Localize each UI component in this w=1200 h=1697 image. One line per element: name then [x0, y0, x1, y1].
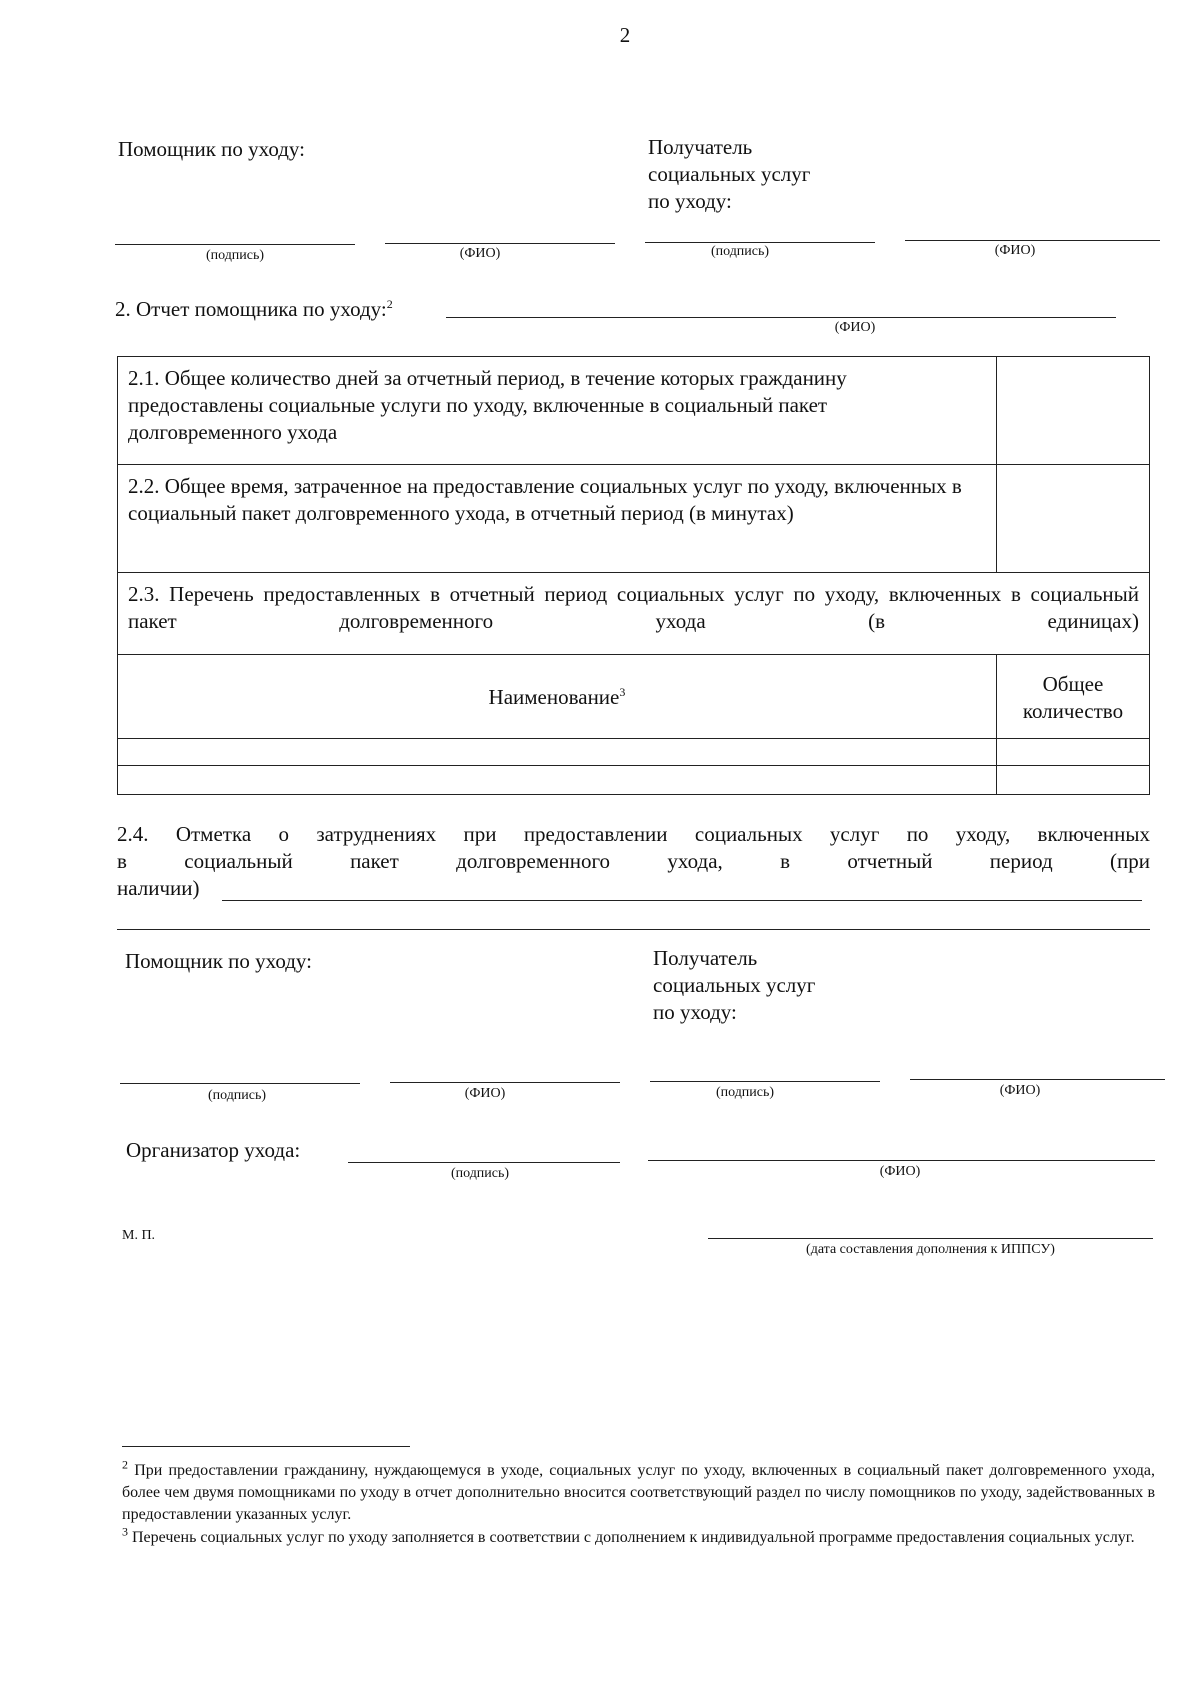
- signature-line[interactable]: [120, 1083, 360, 1084]
- recipient-label-line: социальных услуг: [648, 162, 811, 186]
- organizer-fio-caption: (ФИО): [879, 1164, 921, 1179]
- footnote-text: При предоставлении гражданину, нуждающемуся в уходе, социальных услуг по уходу, включенных в социальный пакет долговременного ухода, более чем двумя помощниками по уходу в отчет дополнительно вносится соответствующий раздел по числу помощников по уходу, задействованных в предоставлении указанных услуг.: [122, 1462, 1156, 1523]
- section-2-4-line: наличии): [117, 876, 200, 900]
- fio-caption: (ФИО): [999, 1083, 1041, 1098]
- signature-caption: (подпись): [710, 244, 770, 259]
- table-header-row: [118, 655, 1150, 739]
- section-2-title: [115, 296, 393, 323]
- page-number: 2: [619, 23, 631, 47]
- recipient-label-line: по уходу:: [653, 1000, 737, 1024]
- recipient-label-line: по уходу:: [648, 189, 732, 213]
- difficulties-line[interactable]: [117, 929, 1150, 930]
- fio-line[interactable]: [385, 243, 615, 244]
- row-2-2-value-cell[interactable]: [996, 465, 1149, 573]
- section-2-title-text: 2. Отчет помощника по уходу:: [115, 297, 387, 321]
- table-row: [118, 766, 1150, 795]
- organizer-signature-caption: (подпись): [450, 1166, 510, 1181]
- fio-line[interactable]: [910, 1079, 1165, 1080]
- recipient-label-line: Получатель: [648, 135, 753, 159]
- signature-line[interactable]: [645, 242, 875, 243]
- row-2-1-value-cell[interactable]: [996, 357, 1149, 465]
- section-2-4: [117, 821, 1150, 902]
- section-2-4-line: 2.4. Отметка о затруднениях при предоставлении социальных услуг по уходу, включенных: [117, 822, 1150, 846]
- helper-fio-line[interactable]: [446, 317, 1116, 318]
- footnote-separator: [122, 1446, 410, 1447]
- signature-line[interactable]: [115, 244, 355, 245]
- col-name-text: Наименование: [488, 685, 620, 709]
- section-2-4-line: в социальный пакет долговременного ухода, в отчетный период (при: [117, 849, 1150, 873]
- table-row: [118, 739, 1150, 766]
- footnote-3: [122, 1524, 1155, 1549]
- helper-label-2: Помощник по уходу:: [125, 949, 312, 973]
- table-row: [118, 465, 1150, 573]
- service-name-cell[interactable]: [118, 766, 997, 795]
- footnote-mark: 2: [122, 1457, 128, 1472]
- fio-caption: (ФИО): [464, 1086, 506, 1101]
- table-row: [118, 357, 1150, 465]
- organizer-fio-line[interactable]: [648, 1160, 1155, 1161]
- fio-line[interactable]: [390, 1082, 620, 1083]
- organizer-signature-line[interactable]: [348, 1162, 620, 1163]
- stamp-mark: М. П.: [122, 1228, 156, 1243]
- row-2-3-label: 2.3. Перечень предоставленных в отчетный период социальных услуг по уходу, включенных в социальный пакет долговременного ухода (в единицах): [118, 573, 1150, 655]
- col-total-header: Общее количество: [996, 655, 1149, 739]
- recipient-label-1: [648, 134, 810, 215]
- row-2-2-label: 2.2. Общее время, затраченное на предоставление социальных услуг по уходу, включенных в социальный пакет долговременного ухода, в отчетный период (в минутах): [118, 465, 997, 573]
- service-total-cell[interactable]: [996, 739, 1149, 766]
- signature-caption: (подпись): [205, 248, 265, 263]
- helper-fio-caption: (ФИО): [834, 320, 876, 335]
- recipient-label-line: Получатель: [653, 946, 758, 970]
- date-caption: (дата составления дополнения к ИППСУ): [806, 1242, 1055, 1257]
- difficulties-line[interactable]: [222, 900, 1142, 901]
- row-2-1-label: 2.1. Общее количество дней за отчетный период, в течение которых гражданину предоставлены социальные услуги по уходу, включенные в социальный пакет долговременного ухода: [118, 357, 997, 465]
- service-total-cell[interactable]: [996, 766, 1149, 795]
- footnote-ref: 2: [386, 297, 393, 311]
- fio-line[interactable]: [905, 240, 1160, 241]
- col-name-header: [118, 655, 997, 739]
- table-row: [118, 573, 1150, 655]
- date-line[interactable]: [708, 1238, 1153, 1239]
- service-name-cell[interactable]: [118, 739, 997, 766]
- recipient-label-line: социальных услуг: [653, 973, 816, 997]
- footnote-ref: 3: [619, 685, 626, 699]
- signature-caption: (подпись): [715, 1085, 775, 1100]
- footnote-mark: 3: [122, 1524, 128, 1539]
- recipient-label-2: [653, 945, 815, 1026]
- signature-line[interactable]: [650, 1081, 880, 1082]
- fio-caption: (ФИО): [994, 243, 1036, 258]
- report-table: [117, 356, 1150, 795]
- fio-caption: (ФИО): [459, 246, 501, 261]
- footnote-text: Перечень социальных услуг по уходу заполняется в соответствии с дополнением к индивидуальной программе предоставления социальных услуг.: [132, 1529, 1135, 1546]
- signature-caption: (подпись): [207, 1088, 267, 1103]
- helper-label-1: Помощник по уходу:: [118, 137, 305, 161]
- footnote-2: [122, 1457, 1156, 1526]
- organizer-label: Организатор ухода:: [126, 1138, 301, 1162]
